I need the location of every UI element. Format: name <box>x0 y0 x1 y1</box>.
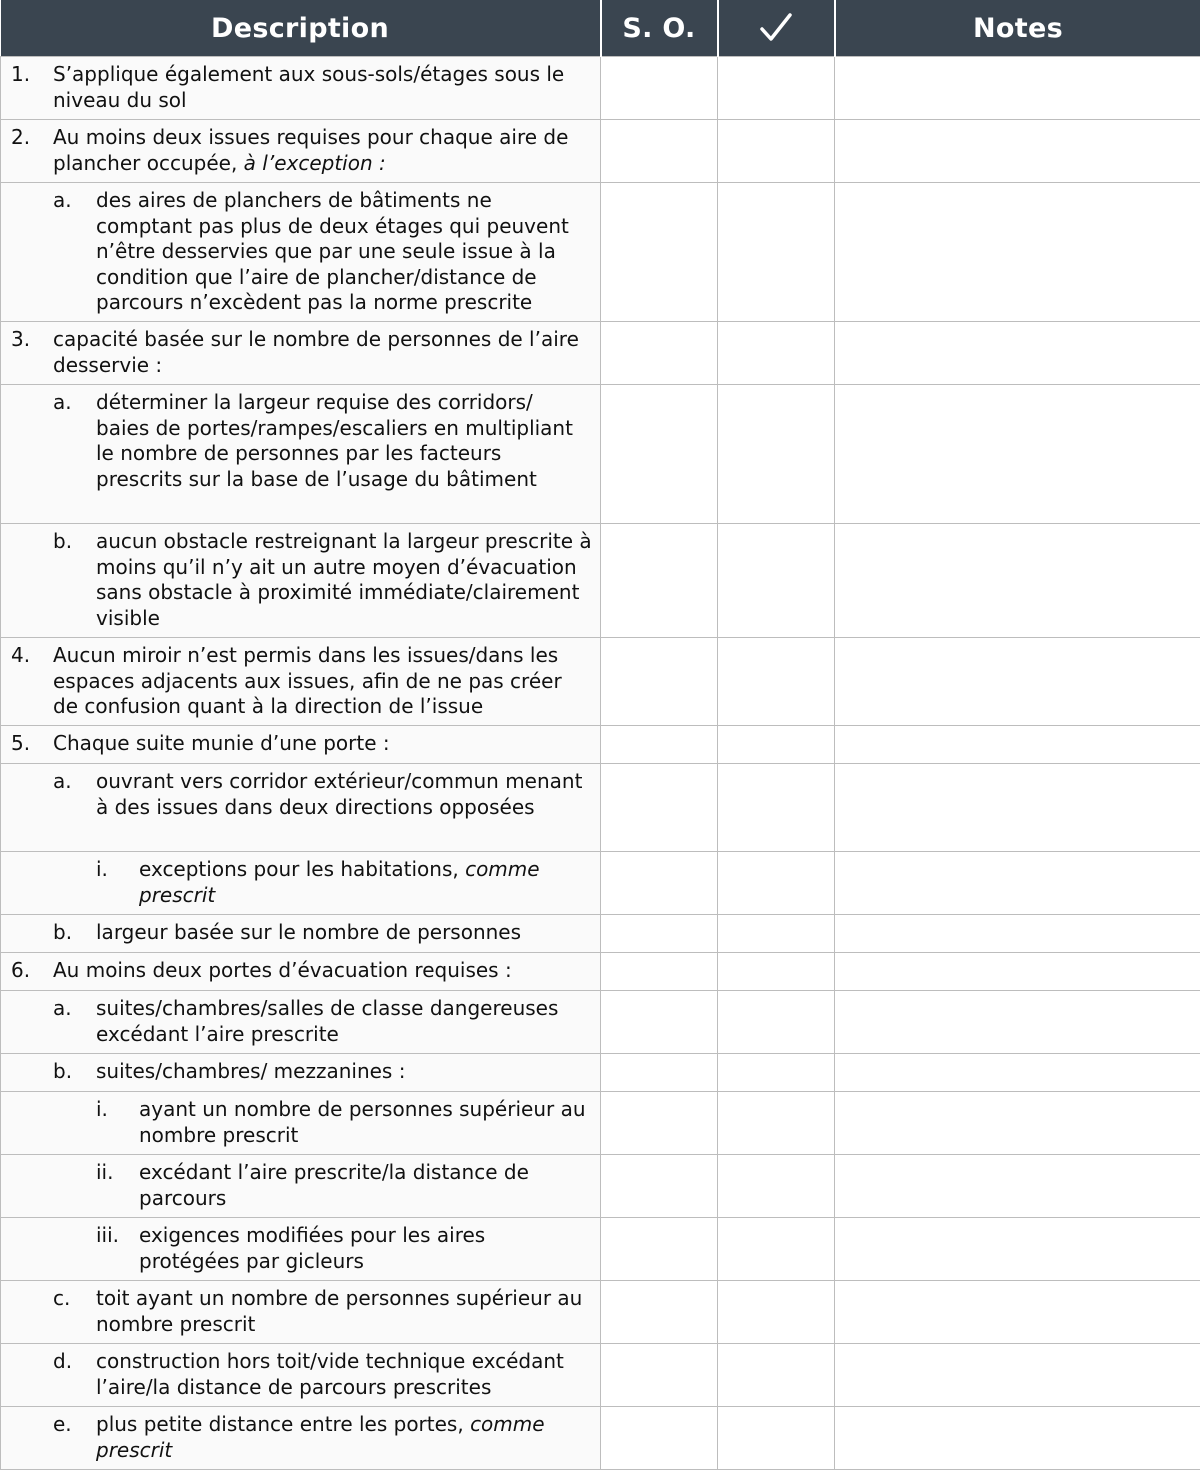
so-cell[interactable] <box>601 1054 718 1092</box>
check-cell[interactable] <box>718 726 835 764</box>
item-marker: a. <box>53 769 72 795</box>
description-cell <box>1 1407 601 1470</box>
notes-cell[interactable] <box>835 183 1200 322</box>
notes-cell[interactable] <box>835 1155 1200 1218</box>
item-text <box>96 529 592 631</box>
description-cell <box>1 385 601 524</box>
check-cell[interactable] <box>718 915 835 953</box>
item-text-main: largeur basée sur le nombre de personnes <box>96 920 521 944</box>
so-cell[interactable] <box>601 57 718 120</box>
notes-cell[interactable] <box>835 322 1200 385</box>
description-cell <box>1 1092 601 1155</box>
item-text <box>96 390 592 492</box>
item-text-main: exigences modifiées pour les aires protégées par gicleurs <box>139 1223 485 1273</box>
notes-cell[interactable] <box>835 915 1200 953</box>
item-marker: ii. <box>96 1160 113 1186</box>
notes-cell[interactable] <box>835 1281 1200 1344</box>
item-text <box>53 643 592 720</box>
description-cell <box>1 1155 601 1218</box>
item-text <box>53 731 592 757</box>
item-text <box>96 1349 592 1400</box>
check-cell[interactable] <box>718 183 835 322</box>
item-text-italic: comme prescrit <box>139 857 540 907</box>
item-text-main: Chaque suite munie d’une porte : <box>53 731 390 755</box>
so-cell[interactable] <box>601 852 718 915</box>
description-cell <box>1 726 601 764</box>
description-cell <box>1 915 601 953</box>
table-row <box>1 322 1200 385</box>
description-cell <box>1 322 601 385</box>
check-cell[interactable] <box>718 953 835 991</box>
check-cell[interactable] <box>718 764 835 852</box>
item-text <box>96 996 592 1047</box>
table-row <box>1 1218 1200 1281</box>
table-row <box>1 1344 1200 1407</box>
item-text-main: construction hors toit/vide technique excédant l’aire/la distance de parcours prescrites <box>96 1349 564 1399</box>
check-cell[interactable] <box>718 1281 835 1344</box>
item-marker: a. <box>53 390 72 416</box>
item-marker: e. <box>53 1412 72 1438</box>
item-text <box>139 1097 592 1148</box>
item-text <box>53 125 592 176</box>
item-text <box>53 62 592 113</box>
so-cell[interactable] <box>601 991 718 1054</box>
notes-cell[interactable] <box>835 385 1200 524</box>
table-row <box>1 183 1200 322</box>
check-cell[interactable] <box>718 385 835 524</box>
item-text <box>96 188 592 316</box>
header-check <box>718 0 835 57</box>
notes-cell[interactable] <box>835 1092 1200 1155</box>
table-row <box>1 120 1200 183</box>
check-cell[interactable] <box>718 57 835 120</box>
table-row <box>1 1092 1200 1155</box>
item-text-italic: à l’exception : <box>244 151 386 175</box>
description-cell <box>1 120 601 183</box>
item-marker: d. <box>53 1349 72 1375</box>
description-cell <box>1 953 601 991</box>
table-row <box>1 524 1200 638</box>
notes-cell[interactable] <box>835 1218 1200 1281</box>
table-header <box>1 0 1200 57</box>
notes-cell[interactable] <box>835 57 1200 120</box>
item-text-main: suites/chambres/salles de classe dangereuses excédant l’aire prescrite <box>96 996 558 1046</box>
so-cell[interactable] <box>601 524 718 638</box>
item-text <box>96 769 592 820</box>
table-row <box>1 1155 1200 1218</box>
so-cell[interactable] <box>601 120 718 183</box>
notes-cell[interactable] <box>835 852 1200 915</box>
so-cell[interactable] <box>601 638 718 726</box>
table-row <box>1 953 1200 991</box>
item-marker: i. <box>96 857 108 883</box>
check-cell[interactable] <box>718 1092 835 1155</box>
check-cell[interactable] <box>718 322 835 385</box>
description-cell <box>1 183 601 322</box>
so-cell[interactable] <box>601 385 718 524</box>
table-row <box>1 385 1200 524</box>
header-so: S. O. <box>601 0 718 57</box>
table-row <box>1 1407 1200 1470</box>
so-cell[interactable] <box>601 1407 718 1470</box>
notes-cell[interactable] <box>835 1344 1200 1407</box>
item-marker: b. <box>53 529 72 555</box>
table-row <box>1 726 1200 764</box>
so-cell[interactable] <box>601 726 718 764</box>
notes-cell[interactable] <box>835 991 1200 1054</box>
table-row <box>1 915 1200 953</box>
table-row <box>1 991 1200 1054</box>
so-cell[interactable] <box>601 1218 718 1281</box>
item-text-main: plus petite distance entre les portes, <box>96 1412 470 1436</box>
notes-cell[interactable] <box>835 1407 1200 1470</box>
item-text-main: suites/chambres/ mezzanines : <box>96 1059 405 1083</box>
item-text-italic: comme prescrit <box>96 1412 545 1462</box>
item-text-main: S’applique également aux sous-sols/étages sous le niveau du sol <box>53 62 564 112</box>
description-cell <box>1 1344 601 1407</box>
description-cell <box>1 1054 601 1092</box>
description-cell <box>1 1281 601 1344</box>
table-row <box>1 1054 1200 1092</box>
checkmark-icon <box>758 11 794 45</box>
check-cell[interactable] <box>718 638 835 726</box>
check-cell[interactable] <box>718 991 835 1054</box>
item-text-main: toit ayant un nombre de personnes supérieur au nombre prescrit <box>96 1286 582 1336</box>
item-text-main: exceptions pour les habitations, <box>139 857 465 881</box>
so-cell[interactable] <box>601 322 718 385</box>
check-cell[interactable] <box>718 524 835 638</box>
so-cell[interactable] <box>601 183 718 322</box>
so-cell[interactable] <box>601 1092 718 1155</box>
so-cell[interactable] <box>601 764 718 852</box>
item-marker: 4. <box>11 643 30 669</box>
check-cell[interactable] <box>718 120 835 183</box>
item-text-main: Aucun miroir n’est permis dans les issues/dans les espaces adjacents aux issues, afin de ne pas créer de confusion quant à la direction de l’issue <box>53 643 562 718</box>
so-cell[interactable] <box>601 953 718 991</box>
notes-cell[interactable] <box>835 726 1200 764</box>
table-row <box>1 1281 1200 1344</box>
table-row <box>1 764 1200 852</box>
item-text-main: excédant l’aire prescrite/la distance de parcours <box>139 1160 529 1210</box>
so-cell[interactable] <box>601 1155 718 1218</box>
item-marker: 2. <box>11 125 30 151</box>
description-cell <box>1 57 601 120</box>
item-text-main: Au moins deux issues requises pour chaque aire de plancher occupée, <box>53 125 568 175</box>
check-cell[interactable] <box>718 1407 835 1470</box>
check-cell[interactable] <box>718 1344 835 1407</box>
check-cell[interactable] <box>718 852 835 915</box>
item-text-main: des aires de planchers de bâtiments ne comptant pas plus de deux étages qui peuvent n’être desservies que par une seule issue à la condition que l’aire de plancher/distance de parcours n’excèdent pas la norme prescrite <box>96 188 569 314</box>
item-text-main: aucun obstacle restreignant la largeur prescrite à moins qu’il n’y ait un autre moyen d’évacuation sans obstacle à proximité immédiate/clairement visible <box>96 529 592 630</box>
item-marker: iii. <box>96 1223 119 1249</box>
description-cell <box>1 991 601 1054</box>
item-marker: 3. <box>11 327 30 353</box>
header-description: Description <box>1 0 601 57</box>
item-marker: 6. <box>11 958 30 984</box>
item-marker: b. <box>53 1059 72 1085</box>
notes-cell[interactable] <box>835 1054 1200 1092</box>
item-marker: a. <box>53 188 72 214</box>
check-cell[interactable] <box>718 1218 835 1281</box>
description-cell <box>1 852 601 915</box>
item-text-main: ouvrant vers corridor extérieur/commun menant à des issues dans deux directions opposées <box>96 769 582 819</box>
item-text <box>53 958 592 984</box>
item-text <box>96 1412 592 1463</box>
table-row <box>1 638 1200 726</box>
item-text <box>139 857 592 908</box>
notes-cell[interactable] <box>835 953 1200 991</box>
notes-cell[interactable] <box>835 120 1200 183</box>
description-cell <box>1 1218 601 1281</box>
item-text <box>53 327 592 378</box>
table-row <box>1 852 1200 915</box>
so-cell[interactable] <box>601 1281 718 1344</box>
description-cell <box>1 524 601 638</box>
description-cell <box>1 638 601 726</box>
item-marker: 1. <box>11 62 30 88</box>
table-body <box>1 57 1200 1470</box>
item-text <box>96 1059 592 1085</box>
item-text <box>96 1286 592 1337</box>
header-notes: Notes <box>835 0 1200 57</box>
notes-cell[interactable] <box>835 524 1200 638</box>
notes-cell[interactable] <box>835 764 1200 852</box>
item-text <box>139 1160 592 1211</box>
item-marker: b. <box>53 920 72 946</box>
so-cell[interactable] <box>601 1344 718 1407</box>
item-text-main: capacité basée sur le nombre de personnes de l’aire desservie : <box>53 327 579 377</box>
item-marker: i. <box>96 1097 108 1123</box>
item-marker: 5. <box>11 731 30 757</box>
item-text-main: ayant un nombre de personnes supérieur au nombre prescrit <box>139 1097 586 1147</box>
check-cell[interactable] <box>718 1054 835 1092</box>
table-row <box>1 57 1200 120</box>
item-marker: a. <box>53 996 72 1022</box>
description-cell <box>1 764 601 852</box>
item-text <box>139 1223 592 1274</box>
item-marker: c. <box>53 1286 70 1312</box>
item-text-main: Au moins deux portes d’évacuation requises : <box>53 958 512 982</box>
so-cell[interactable] <box>601 915 718 953</box>
check-cell[interactable] <box>718 1155 835 1218</box>
item-text <box>96 920 592 946</box>
item-text-main: déterminer la largeur requise des corridors/ baies de portes/rampes/escaliers en multipliant le nombre de personnes par les facteurs prescrits sur la base de l’usage du bâtiment <box>96 390 573 491</box>
notes-cell[interactable] <box>835 638 1200 726</box>
